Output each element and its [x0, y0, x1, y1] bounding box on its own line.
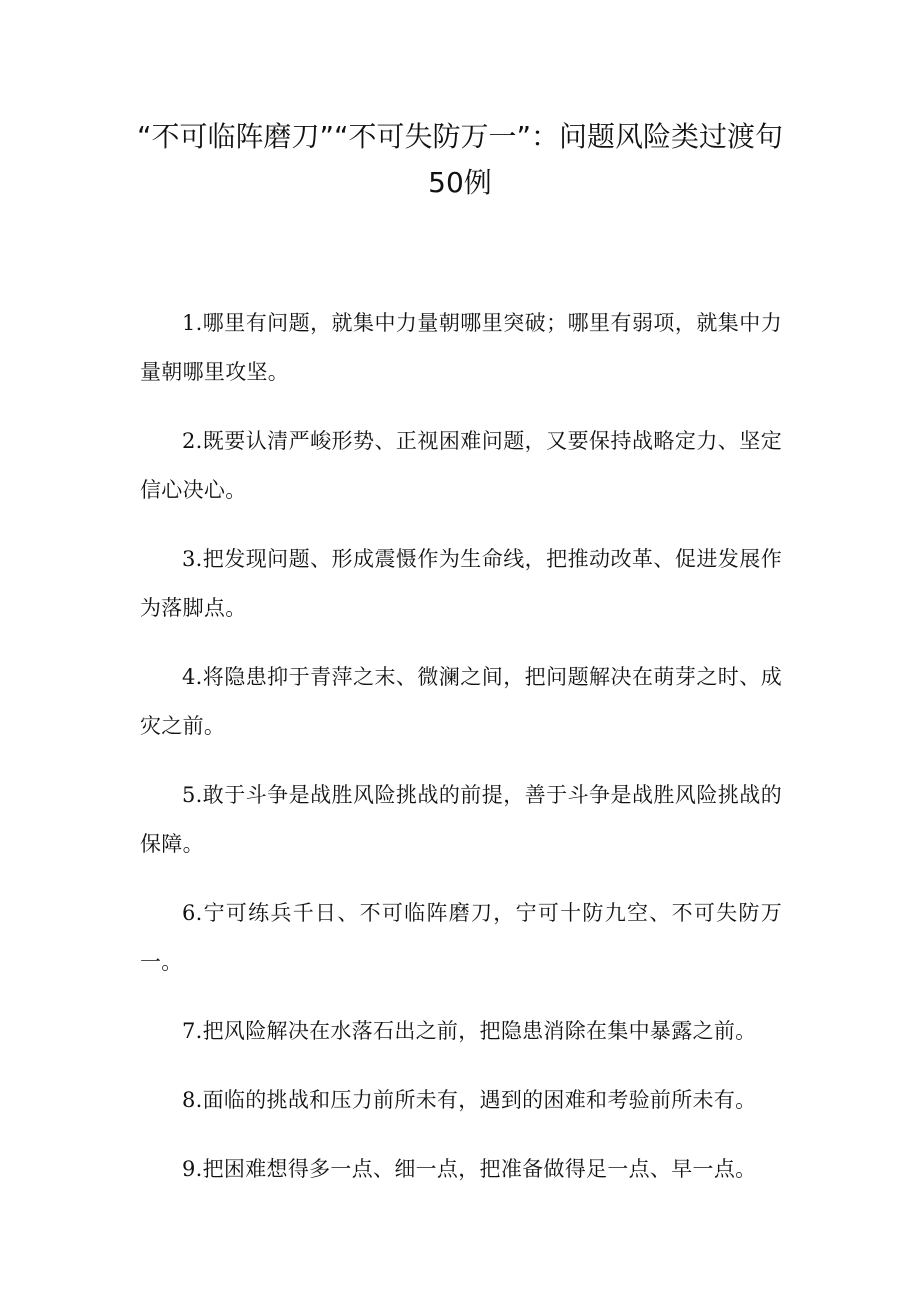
list-item: 7.把风险解决在水落石出之前，把隐患消除在集中暴露之前。 — [182, 1019, 757, 1043]
list-item: 3.把发现问题、形成震慑作为生命线，把推动改革、促进发展作为落脚点。 — [140, 547, 782, 620]
document-body — [140, 299, 782, 1214]
list-item: 2.既要认清严峻形势、正视困难问题，又要保持战略定力、坚定信心决心。 — [140, 429, 782, 502]
list-item: 6.宁可练兵千日、不可临阵磨刀，宁可十防九空、不可失防万一。 — [140, 901, 782, 974]
list-item: 9.把困难想得多一点、细一点，把准备做得足一点、早一点。 — [182, 1157, 757, 1181]
document-title: “不可临阵磨刀”“不可失防万一”：问题风险类过渡句50例 — [136, 120, 784, 199]
list-item: 8.面临的挑战和压力前所未有，遇到的困难和考验前所未有。 — [182, 1088, 757, 1112]
list-item: 1.哪里有问题，就集中力量朝哪里突破；哪里有弱项，就集中力量朝哪里攻坚。 — [140, 311, 782, 384]
list-item: 5.敢于斗争是战胜风险挑战的前提，善于斗争是战胜风险挑战的保障。 — [140, 783, 782, 856]
list-item: 4.将隐患抑于青萍之末、微澜之间，把问题解决在萌芽之时、成灾之前。 — [140, 665, 782, 738]
